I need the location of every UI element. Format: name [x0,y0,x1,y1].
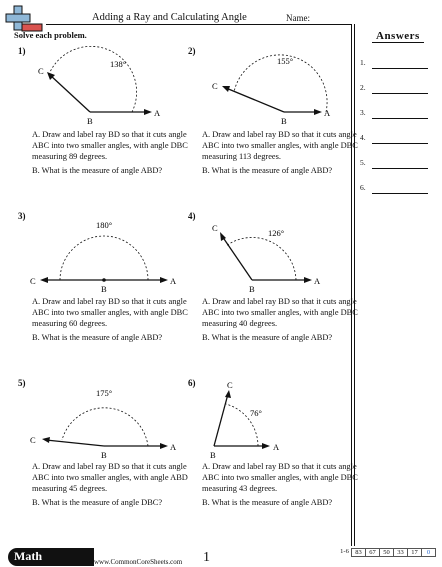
answer-blank[interactable] [372,168,428,169]
problem-4-part-b: B. What is the measure of angle ABD? [202,333,333,342]
score-cell: 17 [407,548,421,557]
problem-2-part-a: A. Draw and label ray BD so that it cuts angle ABC into two smaller angles, with angle DBC measuring 113 degrees. [202,130,358,161]
answer-row-3[interactable] [360,108,430,120]
score-cell: 0 [421,548,436,557]
problem-2-angle-label: 155° [277,56,294,66]
footer-site: www.CommonCoreSheets.com [94,558,183,566]
answer-blank[interactable] [372,193,428,194]
problem-3-angle-label: 180° [96,220,113,230]
answer-number: 1. [360,58,366,67]
answer-blank[interactable] [372,118,428,119]
problem-3-part-a: A. Draw and label ray BD so that it cuts angle ABC into two smaller angles, with angle DBC measuring 60 degrees. [32,297,188,328]
problem-6-angle-label: 76° [250,408,262,418]
point-a-label: A [314,276,321,286]
answers-title: Answers [376,30,420,42]
score-range: 1-6 [340,548,349,555]
score-table [338,548,436,557]
point-a-label: A [324,108,331,118]
point-c-label: C [212,81,218,91]
point-b-label: B [281,116,287,126]
point-a-label: A [154,108,161,118]
score-cell: 67 [365,548,379,557]
point-b-label: B [210,450,216,460]
score-cell: 50 [379,548,393,557]
answer-row-5[interactable] [360,158,430,170]
problem-6-text [202,461,367,508]
name-label: Name: [286,13,310,23]
answer-row-4[interactable] [360,133,430,145]
header-rule [46,24,352,25]
problem-5-angle-label: 175° [96,388,113,398]
problem-5-part-a: A. Draw and label ray BD so that it cuts angle ABC into two smaller angles, with angle ABD measuring 45 degrees. [32,462,188,493]
answer-number: 2. [360,83,366,92]
point-b-label: B [249,284,255,294]
problem-1-part-a: A. Draw and label ray BD so that it cuts angle ABC into two smaller angles, with angle DBC measuring 89 degrees. [32,130,188,161]
problem-2-part-b: B. What is the measure of angle ABD? [202,166,333,175]
page-number: 1 [203,550,210,565]
point-a-label: A [170,276,177,286]
answer-blank[interactable] [372,93,428,94]
problem-1-angle-label: 138° [110,59,127,69]
problem-6-number: 6) [188,378,196,388]
point-c-label: C [227,380,233,390]
score-cell: 33 [393,548,407,557]
point-c-label: C [30,435,36,445]
problem-1-part-b: B. What is the measure of angle ABD? [32,166,163,175]
point-a-label: A [170,442,177,452]
problem-1-text [32,129,197,176]
point-c-label: C [38,66,44,76]
point-b-label: B [87,116,93,126]
answer-row-1[interactable] [360,58,430,70]
score-cell: 83 [351,548,365,557]
problem-4-part-a: A. Draw and label ray BD so that it cuts angle ABC into two smaller angles, with angle DBC measuring 40 degrees. [202,297,358,328]
point-b-label: B [101,450,107,460]
worksheet-title: Adding a Ray and Calculating Angle [92,12,247,23]
problem-2-text [202,129,367,176]
problem-3-number: 3) [18,211,26,221]
answer-blank[interactable] [372,143,428,144]
problem-5-number: 5) [18,378,26,388]
instructions: Solve each problem. [14,30,87,40]
problem-5-text [32,461,197,508]
answer-row-2[interactable] [360,83,430,95]
problem-6-part-b: B. What is the measure of angle ABD? [202,498,333,507]
answer-row-6[interactable] [360,183,430,195]
problem-4-number: 4) [188,211,196,221]
point-b-label: B [101,284,107,294]
problem-4-text [202,296,367,343]
problem-5-part-b: B. What is the measure of angle DBC? [32,498,163,507]
problem-4-angle-label: 126° [268,228,285,238]
footer-brand: Math [14,549,42,563]
problem-6-part-a: A. Draw and label ray BD so that it cuts angle ABC into two smaller angles, with angle DBC measuring 43 degrees. [202,462,358,493]
problem-3-text [32,296,197,343]
answer-number: 4. [360,133,366,142]
problem-3-part-b: B. What is the measure of angle ABD? [32,333,163,342]
point-c-label: C [30,276,36,286]
point-a-label: A [273,442,280,452]
answer-number: 5. [360,158,366,167]
point-c-label: C [212,223,218,233]
answer-blank[interactable] [372,68,428,69]
problem-2-number: 2) [188,46,196,56]
answers-title-underline [372,42,424,43]
answer-number: 6. [360,183,366,192]
answer-number: 3. [360,108,366,117]
problem-1-number: 1) [18,46,26,56]
